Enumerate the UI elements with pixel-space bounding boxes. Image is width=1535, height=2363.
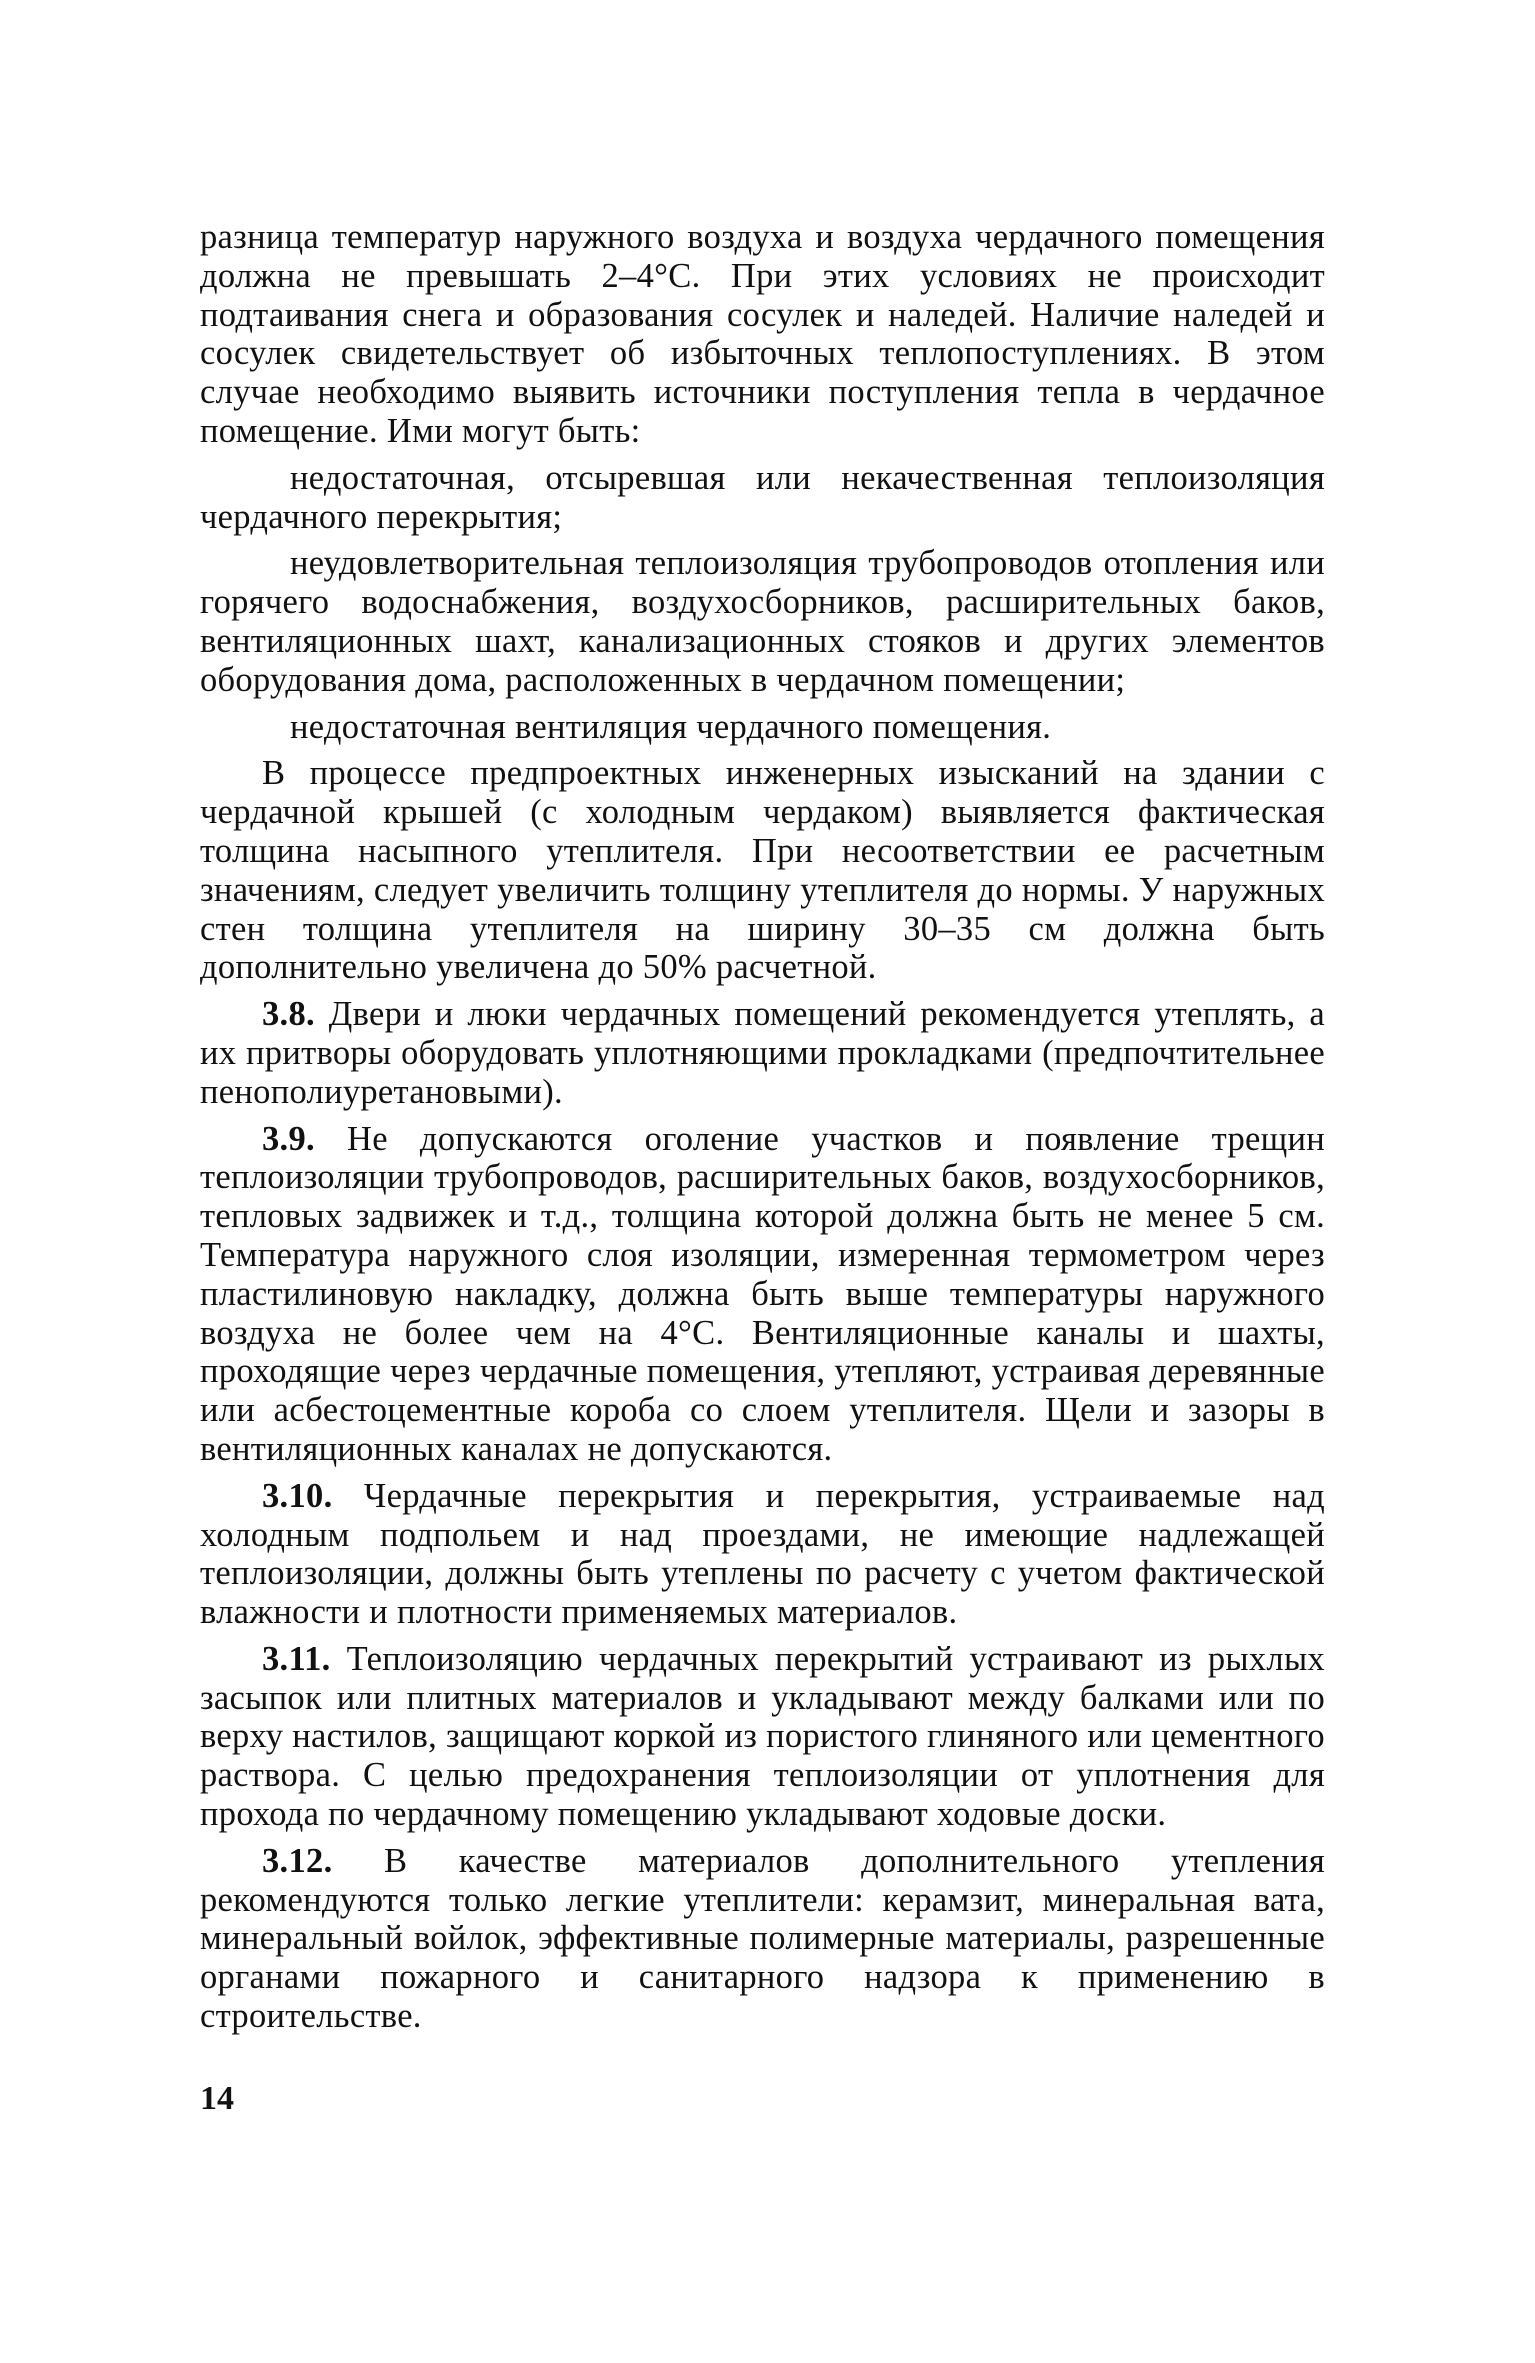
clause-number: 3.12. [262,1841,384,1880]
clause-number: 3.10. [262,1476,364,1515]
page-body [200,218,1325,2044]
clause-3-10 [200,1477,1325,1632]
paragraph-text: Чердачные перекрытия и перекрытия, устраиваемые над холодным подпольем и над проездами, не имеющие надлежащей теплоизоляции, должны быть утеплены по расчету с учетом фактической влажности и плотности применяемых материалов. [200,1476,1325,1632]
list-item-ventilation [200,708,1325,747]
list-item-attic-floor [200,459,1325,537]
clause-3-11 [200,1640,1325,1834]
clause-3-12 [200,1842,1325,2036]
paragraph-text: разница температур наружного воздуха и воздуха чердачного помещения должна не превышать 2–4°С. При этих условиях не происходит подтаивания снега и образования сосулек и наледей. Наличие наледей и сосулек свидетельствует об избыточных теплопоступлениях. В этом случае необходимо выявить источники поступления тепла в чердачное помещение. Ими могут быть: [200,218,1325,450]
paragraph-text: неудовлетворительная теплоизоляция трубопроводов отопления или горячего водоснабжения, воздухосборников, расширительных баков, вентиляционных шахт, канализационных стояков и других элементов оборудования дома, расположенных в чердачном помещении; [200,544,1325,699]
clause-number: 3.11. [262,1639,347,1678]
paragraph-text: Двери и люки чердачных помещений рекомендуется утеплять, а их притворы оборудовать уплотняющими прокладками (предпочтительнее пенополиуретановыми). [200,995,1325,1111]
paragraph-continuation [200,218,1325,451]
paragraph-surveys [200,754,1325,987]
page-number: 14 [200,2080,234,2117]
clause-3-9 [200,1120,1325,1469]
paragraph-text: Теплоизоляцию чердачных перекрытий устраивают из рыхлых засыпок или плитных материалов и укладывают между балками или по верху настилов, защищают коркой из пористого глиняного или цементного раствора. С целью предохранения теплоизоляции от уплотнения для прохода по чердачному помещению укладывают ходовые доски. [200,1639,1325,1834]
paragraph-text: В качестве материалов дополнительного утепления рекомендуются только легкие утеплители: керамзит, минеральная вата, минеральный войлок, эффективные полимерные материалы, разрешенные органами пожарного и санитарного надзора к применению в строительстве. [200,1841,1325,2036]
paragraph-text: недостаточная, отсыревшая или некачественная теплоизоляция чердачного перекрытия; [200,458,1325,536]
list-item-pipe-insulation [200,544,1325,699]
paragraph-text: Не допускаются оголение участков и появление трещин теплоизоляции трубопроводов, расширительных баков, воздухосборников, тепловых задвижек и т.д., толщина которой должна быть не менее 5 см. Температура наружного слоя изоляции, измеренная термометром через пластилиновую накладку, должна быть выше температуры наружного воздуха не более чем на 4°С. Вентиляционные каналы и шахты, проходящие через чердачные помещения, утепляют, устраивая деревянные или асбестоцементные короба со слоем утеплителя. Щели и зазоры в вентиляционных каналах не допускаются. [200,1119,1326,1468]
clause-number: 3.8. [262,995,329,1034]
paragraph-text: В процессе предпроектных инженерных изысканий на здании с чердачной крышей (с холодным чердаком) выявляется фактическая толщина насыпного утеплителя. При несоответствии ее расчетным значениям, следует увеличить толщину утеплителя до нормы. У наружных стен толщина утеплителя на ширину 30–35 см должна быть дополнительно увеличена до 50% расчетной. [200,754,1325,987]
paragraph-text: недостаточная вентиляция чердачного помещения. [290,707,1052,746]
clause-3-8 [200,995,1325,1111]
clause-number: 3.9. [262,1119,348,1158]
